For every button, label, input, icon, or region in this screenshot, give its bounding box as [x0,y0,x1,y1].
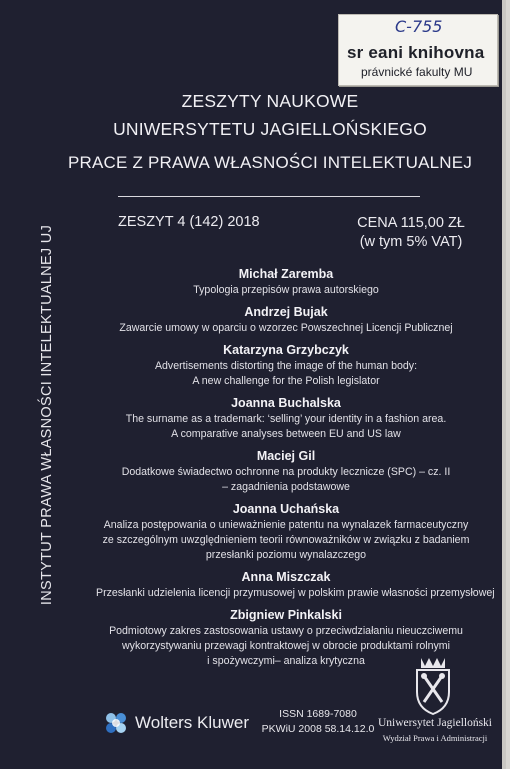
pkwiu-code: PKWiU 2008 58.14.12.0 [261,723,375,735]
article-title [96,465,476,495]
article-author: Andrzej Bujak [244,305,328,319]
article-entry [96,266,476,298]
article-author: Anna Miszczak [241,570,331,584]
article-title-line: wykorzystywaniu przewagi kontraktowej w obrocie produktami rolnymi [122,640,450,652]
article-author: Joanna Uchańska [232,502,340,516]
article-author: Katarzyna Grzybczyk [223,343,349,357]
article-title-line: Analiza postępowania o unieważnienie patentu na wynalazek farmaceutyczny [103,519,469,531]
article-title-line: Typologia przepisów prawa autorskiego [193,284,379,296]
article-title [96,518,476,563]
university-block [376,716,494,744]
article-title-line: ze szczególnym uwzględnieniem teorii równoważników w związku z badaniem [102,534,470,546]
issn-number: ISSN 1689-7080 [279,708,357,720]
article-author: Michał Zaremba [238,267,334,281]
article-author: Maciej Gil [256,449,316,463]
article-title-line: A new challenge for the Polish legislator [192,375,380,387]
sticker-code: C-755 [395,17,443,36]
university-crest-icon [409,654,457,716]
article-author: Zbigniew Pinkalski [230,608,342,622]
series-subtitle: PRACE Z PRAWA WŁASNOŚCI INTELEKTUALNEJ [67,153,473,172]
article-title [96,321,476,336]
article-author: Joanna Buchalska [231,396,341,410]
article-title-line: Advertisements distorting the image of the human body: [154,360,418,372]
article-title-line: Dodatkowe świadectwo ochronne na produkty lecznicze (SPC) – cz. II [121,466,451,478]
title-divider [118,196,420,197]
series-title-line-2: UNIWERSYTETU JAGIELLOŃSKIEGO [113,119,427,139]
article-title-line: Zawarcie umowy w oparciu o wzorzec Powszechnej Licencji Publicznej [119,322,453,334]
article-title [96,359,476,389]
sticker-library-name: sr eani knihovna [347,43,485,62]
university-name: Uniwersytet Jagielloński [377,717,493,729]
article-entry [96,342,476,389]
article-title-line: przesłanki poziomu wynalazczego [205,549,367,561]
article-title [96,586,495,601]
publisher-logo [103,710,249,736]
article-title [96,412,476,442]
article-title-line: The surname as a trademark: ‘selling’ your identity in a fashion area. [125,413,447,425]
price [338,214,484,252]
article-entry [96,569,495,601]
article-title-line: – zagadnienia podstawowe [222,481,350,493]
issue-number: ZESZYT 4 (142) 2018 [118,214,260,230]
wolters-kluwer-icon [103,710,129,736]
article-entry [96,501,476,563]
table-of-contents [96,266,495,675]
article-title [96,283,476,298]
institute-name: INSTYTUT PRAWA WŁASNOŚCI INTELEKTUALNEJ UJ [39,224,56,606]
issn-block [257,707,379,737]
faculty-name: Wydział Prawa i Administracji [382,733,488,743]
price-amount: CENA 115,00 ZŁ [357,215,465,231]
article-title-line: i spożywczymi– analiza krytyczna [207,655,365,667]
publisher-name: Wolters Kluwer [135,713,249,732]
article-title-line: Przesłanki udzielenia licencji przymusowej w polskim prawie własności przemysłowej [96,587,495,599]
library-sticker [338,14,498,86]
sticker-faculty-name: právnické fakulty MU [361,65,473,79]
spine-text [33,200,61,630]
article-title-line: Podmiotowy zakres zastosowania ustawy o przeciwdziałaniu nieuczciwemu [109,625,463,637]
price-vat: (w tym 5% VAT) [359,234,463,250]
series-title-line-1: ZESZYTY NAUKOWE [181,91,359,111]
article-entry [96,395,476,442]
article-entry [96,304,476,336]
article-title-line: A comparative analyses between EU and US law [171,428,401,440]
article-entry [96,448,476,495]
